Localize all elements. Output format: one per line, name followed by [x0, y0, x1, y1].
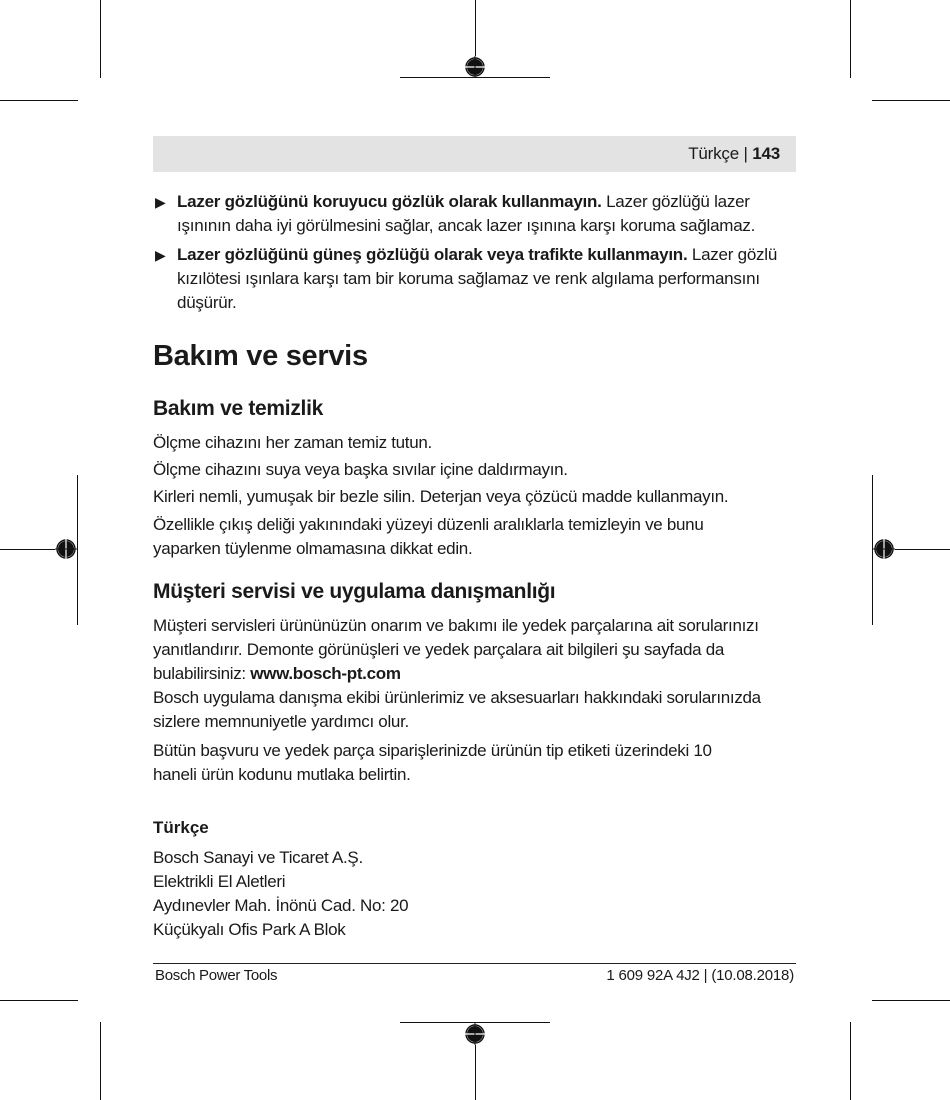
bullet-bold: Lazer gözlüğünü koruyucu gözlük olarak kullanmayın. — [177, 192, 602, 211]
registration-mark-icon — [464, 56, 486, 78]
address-line: Elektrikli El Aletleri — [153, 872, 286, 891]
care-paragraph: Ölçme cihazını her zaman temiz tutun. — [153, 433, 432, 452]
crop-mark — [872, 100, 950, 101]
service-line: Bosch uygulama danışma ekibi ürünlerimiz ve aksesuarları hakkındaki sorularınızda — [153, 688, 761, 707]
triangle-right-icon: ▶ — [155, 194, 166, 210]
address-line: Aydınevler Mah. İnönü Cad. No: 20 — [153, 896, 409, 915]
warning-bullet — [153, 190, 798, 238]
care-line: Özellikle çıkış deliği yakınındaki yüzeyi düzenli aralıklarla temizleyin ve bunu — [153, 515, 704, 534]
footer-divider — [153, 963, 796, 964]
service-heading: Müşteri servisi ve uygulama danışmanlığı — [153, 580, 556, 603]
service-line: haneli ürün kodunu mutlaka belirtin. — [153, 765, 411, 784]
service-line: Bütün başvuru ve yedek parça siparişlerinizde ürünün tip etiketi üzerindeki 10 — [153, 741, 712, 760]
warning-bullet — [153, 243, 798, 315]
bullet-line: kızılötesi ışınlara karşı tam bir koruma sağlamaz ve renk algılama performansını — [177, 269, 760, 288]
bullet-line: ışınının daha iyi görülmesini sağlar, ancak lazer ışınına karşı koruma sağlamaz. — [177, 216, 756, 235]
care-paragraph: Kirleri nemli, yumuşak bir bezle silin. Deterjan veya çözücü madde kullanmayın. — [153, 487, 729, 506]
bullet-rest: Lazer gözlüğü lazer — [601, 192, 750, 211]
care-paragraph — [153, 513, 798, 561]
crop-mark — [0, 549, 55, 550]
crop-mark — [475, 1045, 476, 1100]
registration-mark-icon — [873, 538, 895, 560]
address-line: Bosch Sanayi ve Ticaret A.Ş. — [153, 848, 363, 867]
footer-doc-code: 1 609 92A 4J2 | (10.08.2018) — [606, 967, 794, 984]
header-text — [688, 144, 780, 164]
bullet-rest: Lazer gözlü — [687, 245, 778, 264]
care-heading: Bakım ve temizlik — [153, 397, 323, 420]
triangle-right-icon: ▶ — [155, 247, 166, 263]
crop-mark — [475, 0, 476, 56]
care-line: yaparken tüylenme olmamasına dikkat edin. — [153, 539, 473, 558]
bullet-text — [177, 190, 798, 238]
page-header — [153, 136, 796, 172]
service-line: Müşteri servisleri ürününüzün onarım ve bakımı ile yedek parçalarına ait sorularınızı — [153, 616, 759, 635]
crop-mark — [850, 1022, 851, 1100]
address-line: Küçükyalı Ofis Park A Blok — [153, 920, 346, 939]
footer-brand: Bosch Power Tools — [155, 967, 278, 984]
registration-mark-icon — [55, 538, 77, 560]
service-line: yanıtlandırır. Demonte görünüşleri ve yedek parçalara ait bilgileri şu sayfada da — [153, 640, 725, 659]
section-title: Bakım ve servis — [153, 340, 368, 372]
service-paragraph — [153, 739, 798, 787]
registration-mark-icon — [464, 1023, 486, 1045]
service-paragraph — [153, 614, 798, 734]
crop-mark — [0, 1000, 78, 1001]
bullet-bold: Lazer gözlüğünü güneş gözlüğü olarak veya trafikte kullanmayın. — [177, 245, 688, 264]
website-link[interactable]: www.bosch-pt.com — [250, 664, 401, 683]
crop-mark — [895, 549, 950, 550]
service-line: bulabilirsiniz: — [153, 664, 251, 683]
service-line: sizlere memnuniyetle yardımcı olur. — [153, 712, 409, 731]
page-number: 143 — [752, 144, 780, 163]
header-separator: | — [743, 144, 748, 163]
care-paragraph: Ölçme cihazını suya veya başka sıvılar içine daldırmayın. — [153, 460, 568, 479]
header-language: Türkçe — [688, 144, 739, 163]
crop-mark — [0, 100, 78, 101]
crop-mark — [77, 475, 78, 625]
crop-mark — [872, 1000, 950, 1001]
address-title: Türkçe — [153, 818, 209, 837]
crop-mark — [100, 1022, 101, 1100]
crop-mark — [100, 0, 101, 78]
bullet-line: düşürür. — [177, 293, 237, 312]
bullet-text — [177, 243, 798, 315]
crop-mark — [850, 0, 851, 78]
